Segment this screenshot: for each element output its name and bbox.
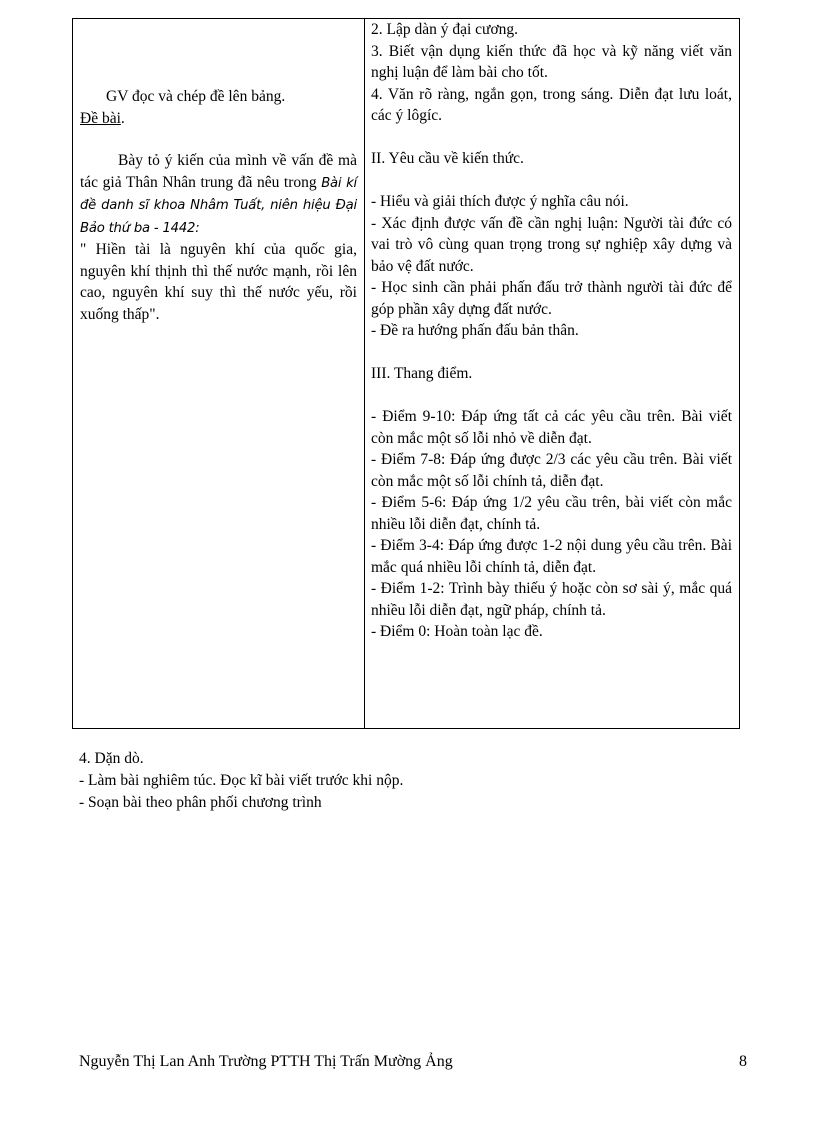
knowledge-item: - Xác định được vấn đề cần nghị luận: Người tài đức có vai trò vô cùng quan trọng trong sự nghiệp xây dựng và bảo vệ đất nước.: [371, 214, 732, 275]
knowledge-item: - Đề ra hướng phấn đấu bản thân.: [371, 322, 579, 339]
prompt-italic-source: Bài kí đề danh sĩ khoa Nhâm Tuất, niên hiệu Đại Bảo thứ ba - 1442:: [80, 175, 357, 236]
footer-author: Nguyễn Thị Lan Anh Trường PTTH Thị Trấn Mường Ảng: [79, 1053, 453, 1070]
section-knowledge-title: II. Yêu cầu về kiến thức.: [371, 150, 524, 167]
essay-prompt: [80, 150, 357, 239]
de-bai-heading: [80, 108, 357, 130]
de-bai-dot: .: [120, 109, 125, 127]
dan-do-line: - Làm bài nghiêm túc. Đọc kĩ bài viết trước khi nộp.: [79, 772, 404, 789]
requirement-item-3: 3. Biết vận dụng kiến thức đã học và kỹ năng viết văn nghị luận để làm bài cho tốt.: [371, 42, 732, 81]
page-footer: [79, 1053, 747, 1071]
teacher-instruction: GV đọc và chép đề lên bảng.: [106, 88, 286, 105]
essay-quote: " Hiền tài là nguyên khí của quốc gia, nguyên khí thịnh thì thế nước mạnh, rồi lên cao, nguyên khí suy thì thế nước yếu, rồi xuống thấp".: [80, 241, 357, 323]
knowledge-item: - Học sinh cần phải phấn đấu trở thành người tài đức để góp phần xây dựng đất nước.: [371, 279, 732, 318]
requirement-item-4: 4. Văn rõ ràng, ngắn gọn, trong sáng. Diễn đạt lưu loát, các ý lôgíc.: [371, 85, 732, 124]
requirement-item-2: 2. Lập dàn ý đại cương.: [371, 21, 519, 38]
score-item: - Điểm 1-2: Trình bày thiếu ý hoặc còn sơ sài ý, mắc quá nhiều lỗi diễn đạt, ngữ pháp, chính tả.: [371, 580, 732, 619]
prompt-intro: Bày tỏ ý kiến của mình về vấn đề mà tác giả Thân Nhân trung đã nêu trong: [80, 152, 357, 191]
dan-do-title: 4. Dặn dò.: [79, 750, 144, 767]
score-item: - Điểm 0: Hoàn toàn lạc đề.: [371, 623, 543, 640]
knowledge-item: - Hiểu và giải thích được ý nghĩa câu nói.: [371, 193, 629, 210]
score-item: - Điểm 3-4: Đáp ứng được 1-2 nội dung yêu cầu trên. Bài mắc quá nhiều lỗi chính tả, diễn đạt.: [371, 537, 732, 576]
table-right-column: [365, 19, 739, 728]
score-item: - Điểm 7-8: Đáp ứng được 2/3 các yêu cầu trên. Bài viết còn mắc một số lỗi chính tả, diễn đạt.: [371, 451, 732, 490]
dan-do-line: - Soạn bài theo phân phối chương trình: [79, 794, 322, 811]
score-item: - Điểm 5-6: Đáp ứng 1/2 yêu cầu trên, bài viết còn mắc nhiều lỗi diễn đạt, chính tả.: [371, 494, 732, 533]
table-left-column: [73, 19, 365, 728]
lesson-table: [72, 18, 740, 729]
score-item: - Điểm 9-10: Đáp ứng tất cả các yêu cầu trên. Bài viết còn mắc một số lỗi nhỏ về diễn đạt.: [371, 408, 732, 447]
section-scoring-title: III. Thang điểm.: [371, 365, 473, 382]
page-number: 8: [739, 1053, 747, 1070]
de-bai-label: Đề bài: [80, 109, 121, 127]
dan-do-section: [79, 748, 739, 814]
